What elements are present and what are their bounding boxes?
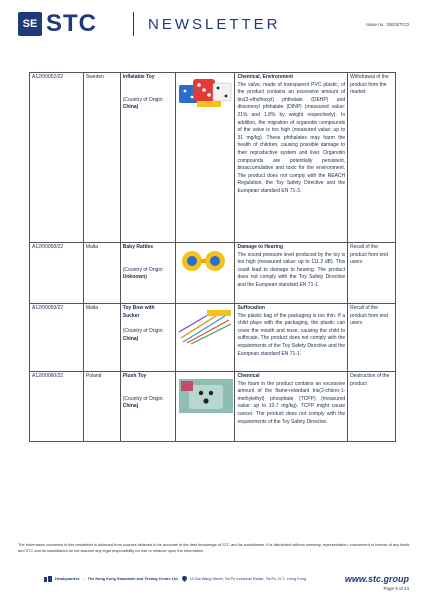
page-number: Page 5 of 24 [383,586,409,591]
product-name: Toy Bow with Sucker [122,305,155,319]
table-row [30,372,396,442]
country-cell: Malta [84,243,121,303]
building-icon [44,576,52,582]
description-cell [235,304,348,371]
issue-number: Issue no.: 05/22/TCO [366,22,409,27]
country-cell: Malta [84,304,121,371]
recall-table [29,72,396,442]
origin-label: (Country of Origin: [122,96,164,103]
action-cell: Recall of the product from end users [348,243,396,303]
ref-cell: A12/00060/22 [30,372,84,441]
newsletter-title: NEWSLETTER [148,16,281,33]
product-image-cell [176,243,236,303]
product-name: Inflatable Toy [122,74,155,80]
product-cell [121,304,176,371]
headquarters-line: Headquarters – The Hong Kong Standards and Testing Centre Ltd. 10 Dai Wang Street, Tai Po Industrial Estate, Tai Po, N.T., Hong Kong [44,576,306,582]
product-cell [121,372,176,441]
disclaimer: The information contained in this newsletter is obtained from sources believed to be accurate to the best knowledge of STC and its subsidiaries. It is distributed without warranty, representation, inducement or license of any kinds and STC and its subsidiaries do not assume any legal responsibility for use or reliance upon the information. [18,542,410,553]
origin-value: China) [122,104,139,111]
location-pin-icon [182,576,187,582]
action-cell: Destruction of the product [348,372,396,441]
ref-cell: A12/00052/22 [30,73,84,242]
hq-company: The Hong Kong Standards and Testing Centre Ltd. [87,577,179,581]
plush-toy-image [179,376,233,416]
ref-cell: A12/00059/22 [30,304,84,371]
action-cell: Withdrawal of the product from the market [348,73,396,242]
header-divider [133,12,134,36]
hazard-description: The valve, made of transparent PVC plastic, of the product contains an excessive amount of bis(2-ethylhexyl) phthalate (DEHP) and diisononyl phthalate (DINP) (measured value: 21% and 1.8% by weight respectively). In addition, the migration of organotin compounds of the valve is too high (measured value: up to 31 mg/kg). These phthalates may harm the health of children, causing possible damage to their reproductive system and liver. Organotin compounds are potentially persistent, bioaccumulative and toxic for the environment. The product does not comply with the REACH Regulation, the Toy Safety Directive and the European standard EN 71-3. [237,81,346,194]
hazard-description: The foam in the product contains an excessive amount of the flame-retardant tris(2-chloro-1-methylethyl) phosphate (TCPP) (measured value: up to 10.7 mg/kg). TCPP might cause cancer. The product does not comply with the requirements of the Toy Safety Directive. [237,380,346,425]
product-image-cell [176,73,236,242]
product-name: Plush Toy [122,373,147,379]
hazard-description: The sound pressure level produced by the toy is too high (measured value: up to 111.2 dB). This could lead to damage to hearing. The product does not comply with the Toy Safety Directive and the European standard EN 71-1. [237,251,346,288]
hazard-type: Chemical [237,373,260,379]
toy-bow-image [179,308,233,346]
origin-value: Unknown) [122,274,147,281]
hazard-type: Damage to Hearing [237,244,284,250]
product-image-cell [176,372,236,441]
origin-label: (Country of Origin: [122,266,164,273]
stc-logo-mark: SE [18,12,42,36]
product-name: Baby Rattles [122,244,154,250]
hazard-type: Suffocation [237,305,265,311]
product-image-cell [176,304,236,371]
stc-logo-text: STC [46,10,97,37]
inflatable-dice-image [179,77,233,111]
origin-value: China) [122,335,139,342]
stc-logo [18,12,97,36]
table-row [30,304,396,372]
hq-label: Headquarters [55,577,80,581]
country-cell: Sweden [84,73,121,242]
description-cell [235,73,348,242]
baby-rattles-image [179,247,233,281]
description-cell [235,243,348,303]
hazard-type: Chemical, Environment [237,74,294,80]
hazard-description: The plastic bag of the packaging is too thin. If a child plays with the packaging, the plastic can cover the mouth and nose, causing the child to suffocate. The product does not comply with the requirements of the Toy Safety Directive and the European standard EN 71-1. [237,312,346,357]
hq-address: 10 Dai Wang Street, Tai Po Industrial Estate, Tai Po, N.T., Hong Kong [189,577,307,581]
action-cell: Recall of the product from end users [348,304,396,371]
origin-value: China) [122,403,139,410]
origin-label: (Country of Origin: [122,328,164,335]
country-cell: Poland [84,372,121,441]
product-cell [121,243,176,303]
product-cell [121,73,176,242]
table-row [30,243,396,304]
table-row [30,73,396,243]
description-cell [235,372,348,441]
ref-cell: A12/00058/22 [30,243,84,303]
header [0,0,425,52]
website-link[interactable]: www.stc.group [344,574,409,584]
origin-label: (Country of Origin: [122,395,164,402]
